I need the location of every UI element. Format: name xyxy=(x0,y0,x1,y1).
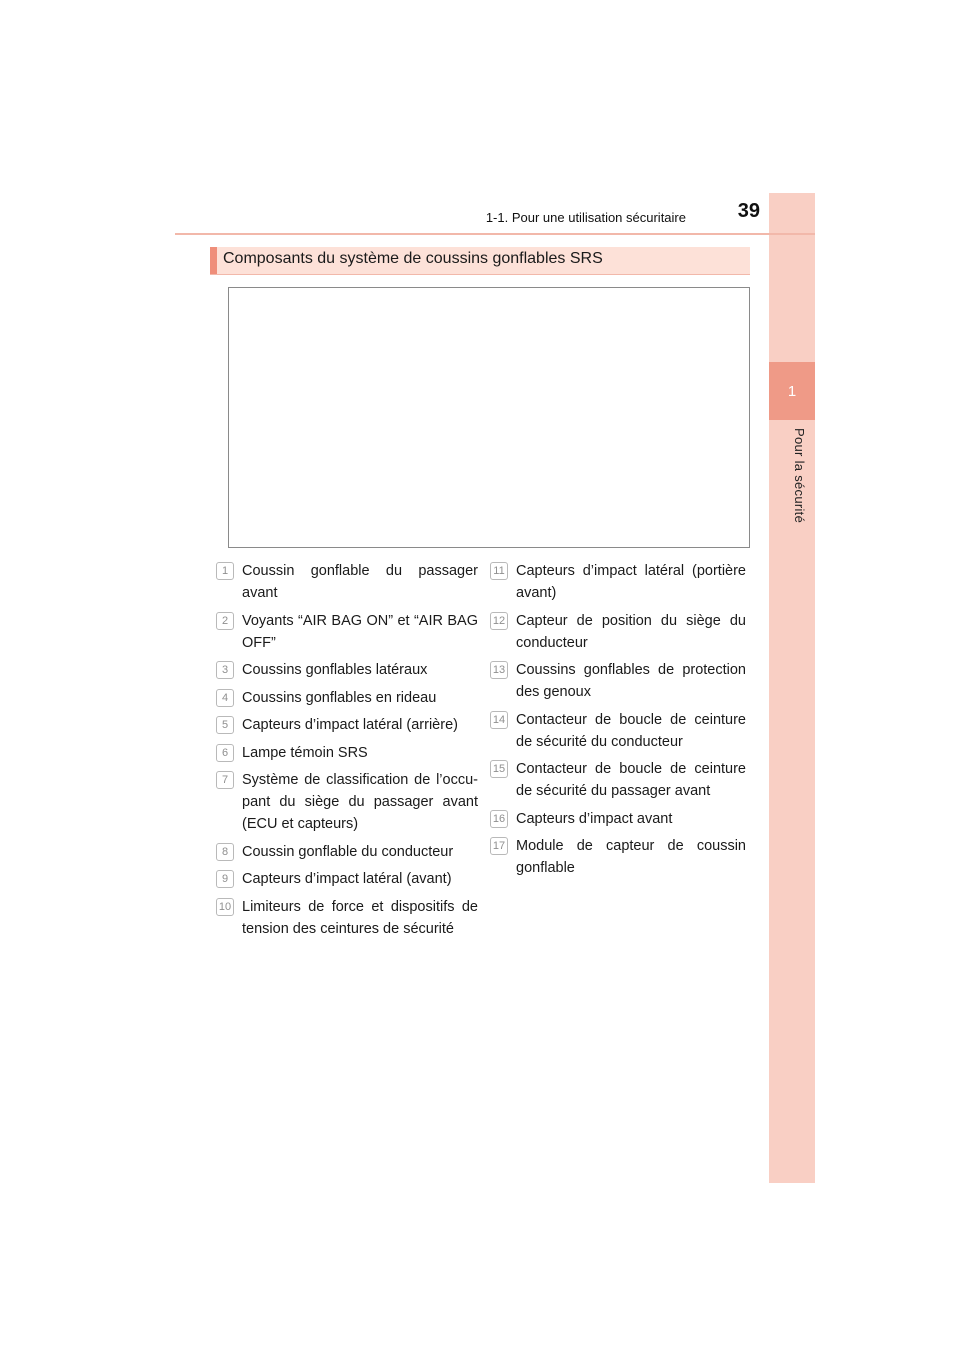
item-text: Coussins gonflables de protection des genoux xyxy=(516,662,746,700)
header-divider xyxy=(175,233,815,235)
item-text: Coussins gonflables en rideau xyxy=(242,689,437,706)
chapter-label: Pour la sécurité xyxy=(792,428,807,524)
item-text: Limiteurs de force et dispositifs de tension des ceintures de sécurité xyxy=(242,898,478,937)
chapter-side-tab xyxy=(769,193,815,1183)
item-text: Contacteur de boucle de ceinture de sécurité du passager avant xyxy=(516,761,746,799)
running-header-title: 1-1. Pour une utilisation sécuritaire xyxy=(485,210,686,225)
section-underline xyxy=(210,274,750,275)
item-number-badge: 17 xyxy=(490,837,508,855)
item-text: Capteurs d’impact latéral (arrière) xyxy=(242,717,458,733)
list-item xyxy=(490,659,746,703)
list-item xyxy=(490,835,746,879)
item-number-badge: 4 xyxy=(216,689,234,707)
list-item xyxy=(216,769,478,835)
list-item xyxy=(490,709,746,753)
item-text: Capteurs d’impact avant xyxy=(516,810,673,827)
list-item xyxy=(490,560,746,604)
item-number-badge: 3 xyxy=(216,661,234,679)
item-number-badge: 6 xyxy=(216,744,234,762)
item-number-badge: 2 xyxy=(216,612,234,630)
item-text: Voyants “AIR BAG ON” et “AIR BAG OFF” xyxy=(242,612,478,651)
list-item xyxy=(216,896,478,940)
item-text: Système de classification de l’occu-pant du siège du passager avant (ECU et capteurs) xyxy=(242,772,478,832)
item-number-badge: 7 xyxy=(216,771,234,789)
item-text: Coussin gonflable du conducteur xyxy=(242,843,454,860)
item-text: Contacteur de boucle de ceinture de sécurité du conducteur xyxy=(516,711,746,750)
chapter-number: 1 xyxy=(787,382,797,400)
list-item xyxy=(490,758,746,802)
item-number-badge: 11 xyxy=(490,562,508,580)
item-number-badge: 9 xyxy=(216,870,234,888)
item-number-badge: 12 xyxy=(490,612,508,630)
item-number-badge: 13 xyxy=(490,661,508,679)
item-text: Lampe témoin SRS xyxy=(242,744,368,761)
component-list-right xyxy=(490,560,746,885)
list-item xyxy=(216,560,478,604)
item-text: Coussin gonflable du passager avant xyxy=(242,563,478,601)
item-number-badge: 5 xyxy=(216,716,234,734)
section-title: Composants du système de coussins gonflables SRS xyxy=(223,250,603,267)
list-item xyxy=(216,610,478,654)
chapter-number-tab xyxy=(769,362,815,420)
list-item xyxy=(216,841,478,863)
item-number-badge: 10 xyxy=(216,898,234,916)
list-item xyxy=(216,659,478,681)
item-number-badge: 14 xyxy=(490,711,508,729)
item-number-badge: 16 xyxy=(490,810,508,828)
section-heading-bar xyxy=(210,247,750,274)
list-item xyxy=(216,714,478,736)
item-text: Capteurs d’impact latéral (avant) xyxy=(242,871,452,887)
item-text: Capteurs d’impact latéral (portière avant) xyxy=(516,563,746,601)
item-number-badge: 1 xyxy=(216,562,234,580)
item-number-badge: 15 xyxy=(490,760,508,778)
item-number-badge: 8 xyxy=(216,843,234,861)
list-item xyxy=(490,808,746,830)
page-number: 39 xyxy=(737,200,760,222)
item-text: Coussins gonflables latéraux xyxy=(242,662,428,678)
list-item xyxy=(216,868,478,890)
item-text: Capteur de position du siège du conducteur xyxy=(516,612,746,651)
list-item xyxy=(216,742,478,764)
list-item xyxy=(490,610,746,654)
list-item xyxy=(216,687,478,709)
airbag-components-figure xyxy=(228,287,750,548)
component-list-left xyxy=(216,560,478,945)
item-text: Module de capteur de coussin gonflable xyxy=(516,838,746,876)
